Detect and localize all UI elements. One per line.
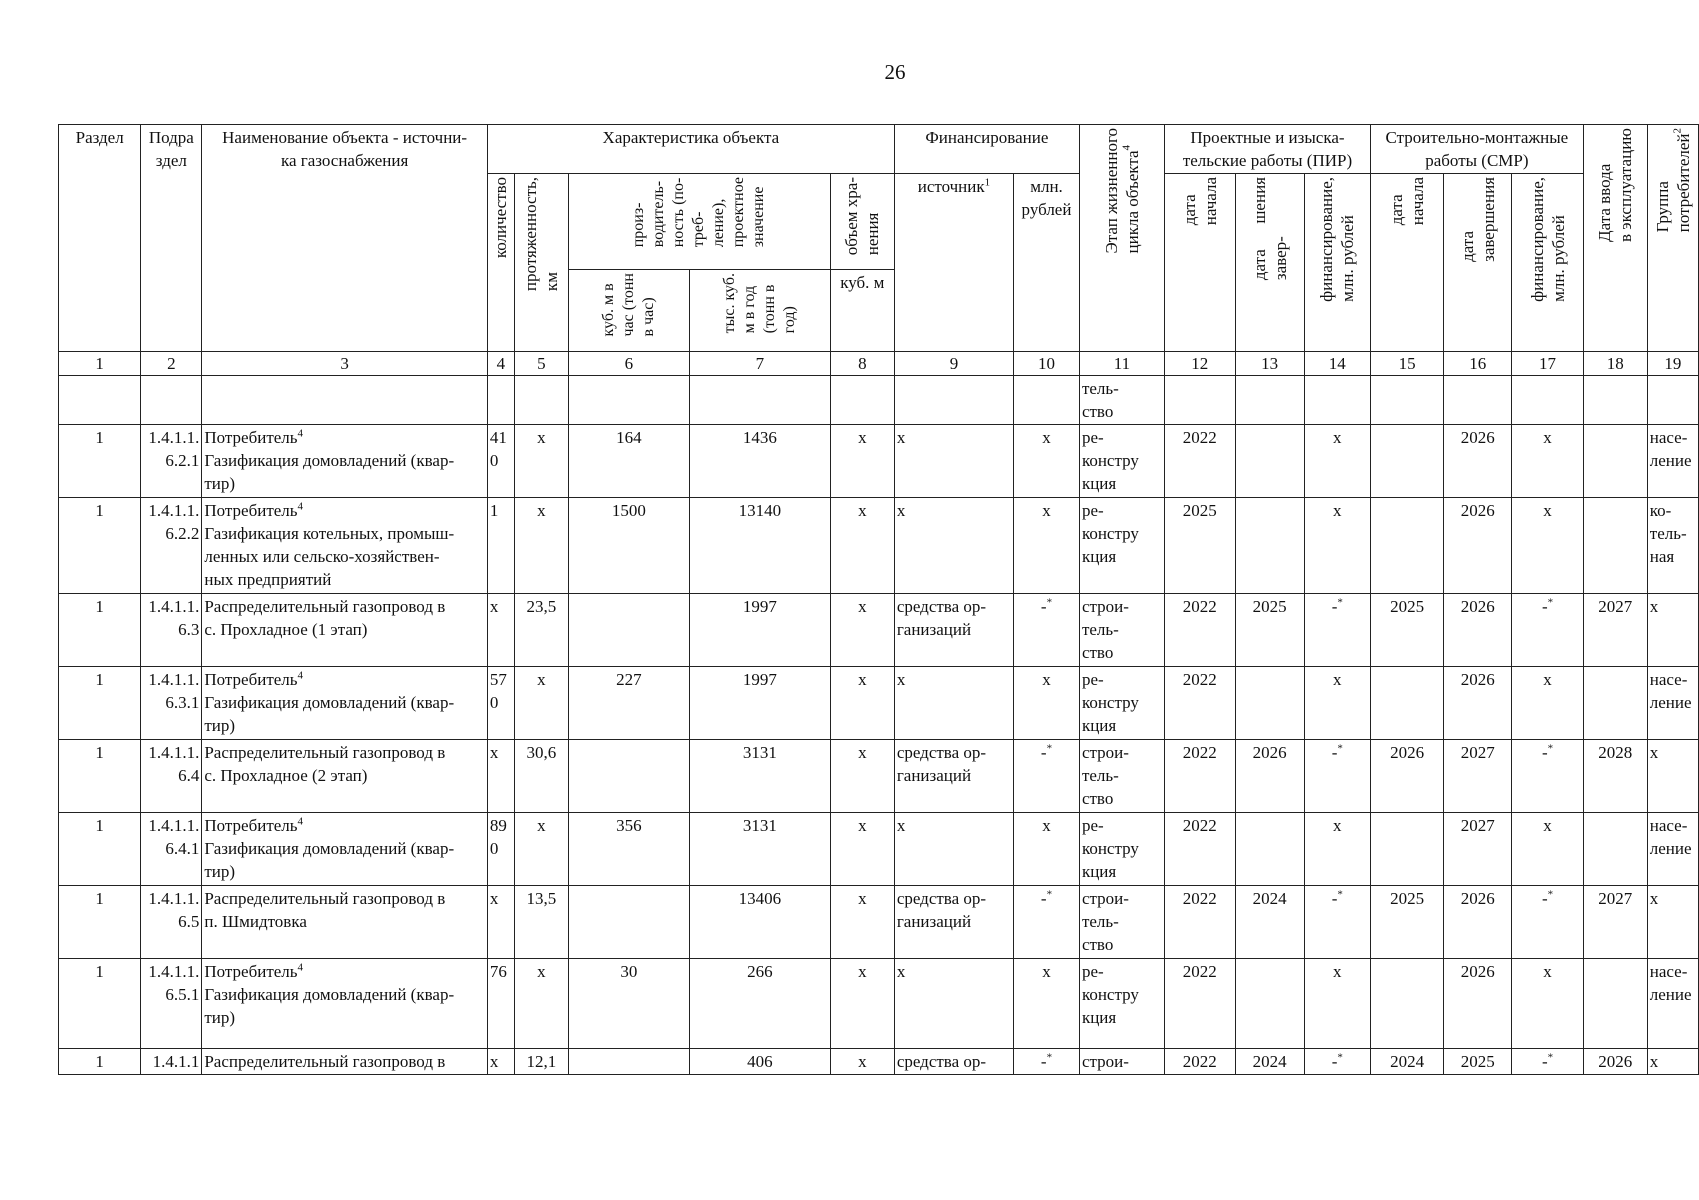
- table-cell: x: [487, 1049, 514, 1075]
- table-cell: x: [1014, 498, 1080, 594]
- table-cell: -*: [1512, 1049, 1583, 1075]
- table-cell: Потребитель$^4$ Газификация домовладений (квар- тир): [202, 959, 488, 1049]
- table-cell: [1304, 376, 1370, 425]
- column-number: 17: [1512, 352, 1583, 376]
- table-cell: тель- ство: [1079, 376, 1164, 425]
- table-row: [59, 667, 1699, 740]
- table-cell: [1583, 376, 1647, 425]
- table-cell: [487, 376, 514, 425]
- table-cell: Потребитель$^4$ Газификация домовладений (квар- тир): [202, 667, 488, 740]
- table-cell: 1997: [689, 667, 830, 740]
- table-cell: 1: [59, 1049, 141, 1075]
- table-cell: 1: [487, 498, 514, 594]
- table-cell: 2022: [1164, 959, 1235, 1049]
- table-cell: -*: [1304, 740, 1370, 813]
- table-cell: ре- констру кция: [1079, 425, 1164, 498]
- header-cubic-m-hour: куб. м в час (тонн в час): [568, 270, 689, 352]
- table-cell: -*: [1512, 594, 1583, 667]
- header-capacity: произ- водитель- ность (по- треб- ление), проектное значение: [568, 174, 830, 270]
- table-cell: x: [1647, 886, 1698, 959]
- table-cell: [514, 376, 568, 425]
- table-cell: -*: [1304, 594, 1370, 667]
- table-cell: x: [1014, 425, 1080, 498]
- table-cell: насе- ление: [1647, 667, 1698, 740]
- table-cell: 2022: [1164, 740, 1235, 813]
- table-cell: [202, 376, 488, 425]
- table-cell: x: [894, 498, 1013, 594]
- table-cell: x: [830, 740, 894, 813]
- table-cell: 30,6: [514, 740, 568, 813]
- table-cell: 2025: [1235, 594, 1304, 667]
- column-number: 6: [568, 352, 689, 376]
- table-cell: 13140: [689, 498, 830, 594]
- header-pir-start: дата начала: [1164, 174, 1235, 352]
- table-cell: x: [514, 813, 568, 886]
- header-smr-end: дата завершения: [1444, 174, 1512, 352]
- table-cell: [1235, 813, 1304, 886]
- table-cell: x: [1512, 425, 1583, 498]
- table-cell: Потребитель$^4$ Газификация домовладений (квар- тир): [202, 813, 488, 886]
- table-cell: x: [1304, 667, 1370, 740]
- table-cell: 1.4.1.1. 6.4.1: [141, 813, 202, 886]
- table-row: [59, 425, 1699, 498]
- table-cell: [894, 376, 1013, 425]
- table-cell: 1.4.1.1. 6.2.1: [141, 425, 202, 498]
- header-commissioning-date: Дата ввода в эксплуатацию: [1583, 125, 1647, 352]
- page-number: 26: [884, 60, 906, 84]
- table-cell: -*: [1512, 740, 1583, 813]
- table-cell: 23,5: [514, 594, 568, 667]
- header-source: источник$^1$: [894, 174, 1013, 352]
- header-mln-rub: млн. рублей: [1014, 174, 1080, 352]
- table-cell: 2026: [1444, 498, 1512, 594]
- table-cell: 2026: [1444, 425, 1512, 498]
- table-cell: [1371, 498, 1444, 594]
- table-cell: [1583, 813, 1647, 886]
- table-cell: 2025: [1444, 1049, 1512, 1075]
- table-cell: 2025: [1164, 498, 1235, 594]
- header-razdel: Раздел: [59, 125, 141, 352]
- table-cell: 1.4.1.1. 6.5: [141, 886, 202, 959]
- table-cell: x: [1014, 959, 1080, 1049]
- table-cell: 2025: [1371, 594, 1444, 667]
- table-cell: 1: [59, 425, 141, 498]
- table-cell: 227: [568, 667, 689, 740]
- table-cell: 76: [487, 959, 514, 1049]
- table-cell: 12,1: [514, 1049, 568, 1075]
- table-cell: [1583, 498, 1647, 594]
- column-number: 18: [1583, 352, 1647, 376]
- table-cell: [1235, 959, 1304, 1049]
- table-row: [59, 740, 1699, 813]
- table-cell: 2026: [1444, 594, 1512, 667]
- table-cell: 1: [59, 667, 141, 740]
- table-cell: [1371, 813, 1444, 886]
- table-cell: x: [1512, 498, 1583, 594]
- header-characteristics: Характеристика объекта: [487, 125, 894, 174]
- table-cell: x: [1304, 498, 1370, 594]
- column-number: 14: [1304, 352, 1370, 376]
- table-cell: насе- ление: [1647, 425, 1698, 498]
- table-cell: 2022: [1164, 886, 1235, 959]
- table-cell: x: [487, 886, 514, 959]
- table-cell: 2024: [1235, 1049, 1304, 1075]
- table-body: [59, 376, 1699, 1075]
- column-number: 1: [59, 352, 141, 376]
- table-cell: 2027: [1583, 594, 1647, 667]
- table-cell: 1.4.1.1. 6.5.1: [141, 959, 202, 1049]
- column-number: 9: [894, 352, 1013, 376]
- table-cell: [568, 886, 689, 959]
- table-cell: x: [1647, 740, 1698, 813]
- table-cell: [1371, 959, 1444, 1049]
- table-row: [59, 886, 1699, 959]
- table-cell: средства ор- ганизаций: [894, 886, 1013, 959]
- column-number: 8: [830, 352, 894, 376]
- header-length: протяженность, км: [514, 174, 568, 352]
- table-cell: строи-: [1079, 1049, 1164, 1075]
- column-number: 3: [202, 352, 488, 376]
- table-cell: 1.4.1.1. 6.3: [141, 594, 202, 667]
- table-cell: 3131: [689, 813, 830, 886]
- table-cell: 2026: [1444, 886, 1512, 959]
- table-cell: 2026: [1235, 740, 1304, 813]
- table-cell: [1235, 425, 1304, 498]
- table-cell: [568, 740, 689, 813]
- table-cell: x: [1647, 594, 1698, 667]
- header-smr-start: дата начала: [1371, 174, 1444, 352]
- table-cell: насе- ление: [1647, 813, 1698, 886]
- table-cell: насе- ление: [1647, 959, 1698, 1049]
- table-cell: [568, 376, 689, 425]
- column-number: 2: [141, 352, 202, 376]
- table-cell: [1371, 667, 1444, 740]
- table-cell: 1997: [689, 594, 830, 667]
- column-number: 4: [487, 352, 514, 376]
- table-cell: [141, 376, 202, 425]
- table-cell: x: [830, 886, 894, 959]
- table-cell: ре- констру кция: [1079, 813, 1164, 886]
- header-smr-financing: финансирование, млн. рублей: [1512, 174, 1583, 352]
- table-cell: 2026: [1583, 1049, 1647, 1075]
- table-cell: 1: [59, 959, 141, 1049]
- table-cell: 13406: [689, 886, 830, 959]
- table-cell: x: [830, 594, 894, 667]
- table-cell: ре- констру кция: [1079, 667, 1164, 740]
- table-cell: [1647, 376, 1698, 425]
- table-cell: 406: [689, 1049, 830, 1075]
- table-cell: [1235, 667, 1304, 740]
- table-cell: 2022: [1164, 594, 1235, 667]
- table-cell: x: [830, 1049, 894, 1075]
- table-row: [59, 594, 1699, 667]
- table-header: [59, 125, 1699, 376]
- table-cell: x: [514, 498, 568, 594]
- table-cell: [689, 376, 830, 425]
- header-storage-volume: объем хра- нения: [830, 174, 894, 270]
- table-row: [59, 813, 1699, 886]
- header-object-name: Наименование объекта - источни- ка газоснабжения: [202, 125, 488, 352]
- table-cell: Распределительный газопровод в: [202, 1049, 488, 1075]
- column-number: 19: [1647, 352, 1698, 376]
- table-cell: строи- тель- ство: [1079, 886, 1164, 959]
- table-row: [59, 498, 1699, 594]
- table-cell: [1512, 376, 1583, 425]
- table-cell: x: [894, 425, 1013, 498]
- table-cell: 1: [59, 498, 141, 594]
- gasification-table: [58, 124, 1699, 1075]
- table-cell: 1500: [568, 498, 689, 594]
- table-cell: 13,5: [514, 886, 568, 959]
- column-number: 15: [1371, 352, 1444, 376]
- table-cell: -*: [1304, 1049, 1370, 1075]
- column-number: 11: [1079, 352, 1164, 376]
- table-cell: 2022: [1164, 813, 1235, 886]
- table-cell: x: [1014, 813, 1080, 886]
- table-cell: x: [894, 959, 1013, 1049]
- column-number: 16: [1444, 352, 1512, 376]
- header-thousand-cubic-year: тыс. куб. м в год (тонн в год): [689, 270, 830, 352]
- header-podrazdel: Подра здел: [141, 125, 202, 352]
- table-cell: 1.4.1.1. 6.4: [141, 740, 202, 813]
- table-cell: 2024: [1371, 1049, 1444, 1075]
- table-cell: Потребитель$^4$ Газификация котельных, промыш- ленных или сельско-хозяйствен- ных предприятий: [202, 498, 488, 594]
- table-cell: x: [1304, 813, 1370, 886]
- table-cell: 2025: [1371, 886, 1444, 959]
- header-smr: Строительно-монтажные работы (СМР): [1371, 125, 1584, 174]
- table-cell: 164: [568, 425, 689, 498]
- table-cell: -*: [1014, 886, 1080, 959]
- table-cell: 1.4.1.1: [141, 1049, 202, 1075]
- header-pir-end: дата шения завер-: [1235, 174, 1304, 352]
- table-cell: -*: [1014, 594, 1080, 667]
- table-cell: 41 0: [487, 425, 514, 498]
- table-cell: 1436: [689, 425, 830, 498]
- header-pir-financing: финансирование, млн. рублей: [1304, 174, 1370, 352]
- table-cell: x: [830, 498, 894, 594]
- table-cell: x: [514, 425, 568, 498]
- table-cell: x: [1014, 667, 1080, 740]
- table-cell: x: [830, 667, 894, 740]
- table-cell: [1371, 425, 1444, 498]
- table-cell: [59, 376, 141, 425]
- table-cell: 1: [59, 813, 141, 886]
- table-cell: x: [487, 740, 514, 813]
- table-cell: -*: [1512, 886, 1583, 959]
- table-cell: x: [830, 425, 894, 498]
- table-cell: -*: [1014, 1049, 1080, 1075]
- table-cell: ре- констру кция: [1079, 959, 1164, 1049]
- table-cell: 2022: [1164, 667, 1235, 740]
- table-cell: Распределительный газопровод в с. Прохладное (1 этап): [202, 594, 488, 667]
- table-cell: средства ор-: [894, 1049, 1013, 1075]
- table-cell: x: [1512, 959, 1583, 1049]
- header-quantity: количество: [487, 174, 514, 352]
- table-cell: x: [1304, 959, 1370, 1049]
- table-cell: средства ор- ганизаций: [894, 594, 1013, 667]
- table-cell: 2027: [1444, 740, 1512, 813]
- table-cell: [1371, 376, 1444, 425]
- table-cell: 1: [59, 594, 141, 667]
- table-cell: 3131: [689, 740, 830, 813]
- table-cell: строи- тель- ство: [1079, 594, 1164, 667]
- table-row: [59, 1049, 1699, 1075]
- table-cell: x: [830, 959, 894, 1049]
- table-cell: [1583, 959, 1647, 1049]
- column-number: 12: [1164, 352, 1235, 376]
- header-lifecycle: Этап жизненного цикла объекта$^4$: [1079, 125, 1164, 352]
- column-number: 7: [689, 352, 830, 376]
- table-cell: Потребитель$^4$ Газификация домовладений (квар- тир): [202, 425, 488, 498]
- table-cell: 356: [568, 813, 689, 886]
- table-cell: x: [894, 667, 1013, 740]
- table-cell: [1235, 498, 1304, 594]
- table-cell: x: [1512, 813, 1583, 886]
- column-number-row: [59, 352, 1699, 376]
- table-cell: x: [487, 594, 514, 667]
- table-cell: -*: [1304, 886, 1370, 959]
- header-financing: Финансирование: [894, 125, 1079, 174]
- table-cell: строи- тель- ство: [1079, 740, 1164, 813]
- table-cell: 89 0: [487, 813, 514, 886]
- table-cell: 266: [689, 959, 830, 1049]
- table-cell: ко- тель- ная: [1647, 498, 1698, 594]
- table-cell: 2026: [1444, 667, 1512, 740]
- table-cell: 2024: [1235, 886, 1304, 959]
- table-cell: [1235, 376, 1304, 425]
- table-cell: [1583, 425, 1647, 498]
- table-cell: 2026: [1371, 740, 1444, 813]
- table-cell: 1: [59, 740, 141, 813]
- table-cell: [1444, 376, 1512, 425]
- column-number: 10: [1014, 352, 1080, 376]
- column-number: 5: [514, 352, 568, 376]
- table-cell: 1.4.1.1. 6.2.2: [141, 498, 202, 594]
- table-cell: 1: [59, 886, 141, 959]
- table-cell: [1583, 667, 1647, 740]
- table-row: [59, 376, 1699, 425]
- table-cell: x: [894, 813, 1013, 886]
- table-cell: 1.4.1.1. 6.3.1: [141, 667, 202, 740]
- table-cell: ре- констру кция: [1079, 498, 1164, 594]
- header-consumer-group: Группа потребителей$^2$: [1647, 125, 1698, 352]
- table-cell: 30: [568, 959, 689, 1049]
- table-cell: [1164, 376, 1235, 425]
- table-cell: x: [1512, 667, 1583, 740]
- table-row: [59, 959, 1699, 1049]
- column-number: 13: [1235, 352, 1304, 376]
- table-cell: 2028: [1583, 740, 1647, 813]
- table-cell: 2022: [1164, 425, 1235, 498]
- table-cell: [568, 594, 689, 667]
- table-cell: 2022: [1164, 1049, 1235, 1075]
- table-cell: [830, 376, 894, 425]
- table-cell: x: [514, 959, 568, 1049]
- table-cell: x: [514, 667, 568, 740]
- table-cell: [568, 1049, 689, 1075]
- table-cell: 2027: [1444, 813, 1512, 886]
- table-cell: 2026: [1444, 959, 1512, 1049]
- table-cell: Распределительный газопровод в с. Прохладное (2 этап): [202, 740, 488, 813]
- table-cell: -*: [1014, 740, 1080, 813]
- table-cell: 2027: [1583, 886, 1647, 959]
- table-cell: Распределительный газопровод в п. Шмидтовка: [202, 886, 488, 959]
- header-cubic-m: куб. м: [830, 270, 894, 352]
- table-cell: x: [1304, 425, 1370, 498]
- table-cell: x: [830, 813, 894, 886]
- table-cell: 57 0: [487, 667, 514, 740]
- header-pir: Проектные и изыска- тельские работы (ПИР): [1164, 125, 1370, 174]
- table-cell: средства ор- ганизаций: [894, 740, 1013, 813]
- table-cell: [1014, 376, 1080, 425]
- table-cell: x: [1647, 1049, 1698, 1075]
